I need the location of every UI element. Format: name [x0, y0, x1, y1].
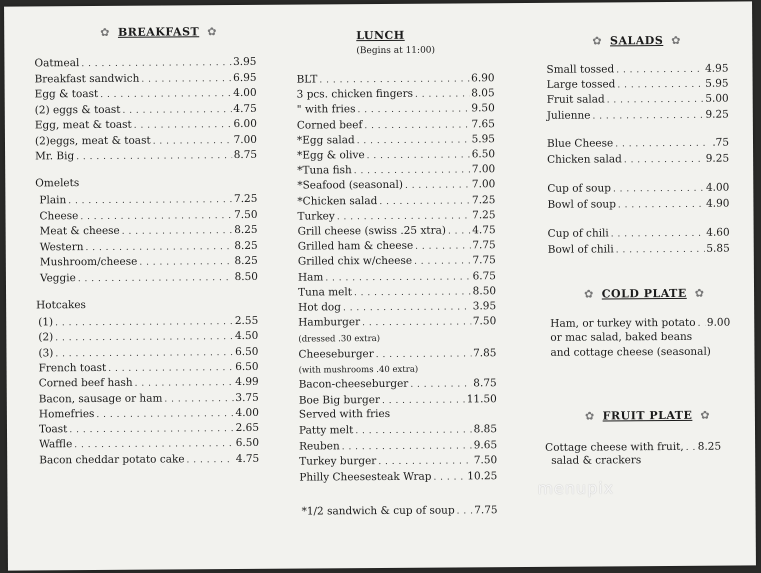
cold-plate-title-text: COLD PLATE	[601, 286, 687, 301]
item-price: 2.65	[235, 421, 260, 435]
leader-dots	[74, 436, 234, 452]
menu-item	[35, 117, 257, 134]
menu-item	[548, 226, 730, 242]
item-price: 4.00	[235, 406, 259, 419]
item-name: Meat & cheese	[39, 224, 120, 238]
item-name: Waffle	[39, 438, 73, 451]
item-name: Small tossed	[546, 63, 615, 76]
item-name: (2)eggs, meat & toast	[34, 134, 151, 147]
menu-item	[302, 503, 498, 519]
leader-dots	[433, 469, 465, 484]
item-name: Bowl of chili	[547, 242, 614, 256]
menu-item	[298, 284, 496, 300]
item-name: Cup of chili	[547, 227, 609, 240]
item-name: Ham, or turkey with potato	[550, 316, 696, 330]
item-price: 4.60	[706, 226, 730, 239]
leader-dots	[337, 208, 470, 224]
item-price: 8.25	[697, 440, 722, 453]
leader-dots	[378, 453, 472, 469]
item-name: Corned beef hash	[38, 376, 133, 390]
item-name: Turkey	[297, 210, 335, 223]
item-name: Chicken salad	[547, 152, 622, 166]
item-price: 5.00	[705, 92, 729, 106]
leader-dots	[410, 376, 471, 391]
breakfast-items	[34, 5, 258, 163]
menu-item	[547, 136, 729, 152]
leader-dots	[607, 92, 704, 108]
flower-icon: ✿	[584, 409, 595, 423]
leader-dots	[616, 241, 705, 257]
leader-dots	[355, 422, 471, 438]
item-name: *Egg & olive	[297, 149, 365, 162]
leader-dots	[69, 421, 233, 437]
item-price: 5.95	[471, 132, 496, 146]
item-name: Bacon-cheeseburger	[298, 377, 409, 391]
item-name: Breakfast sandwich	[34, 72, 140, 85]
item-name: " with fries	[296, 103, 356, 116]
leader-dots	[81, 55, 231, 71]
item-price: 3.95	[233, 55, 257, 69]
item-price: 9.00	[706, 316, 731, 329]
item-name: *Egg salad	[296, 133, 355, 147]
leader-dots	[325, 269, 470, 285]
item-price: 5.85	[706, 242, 730, 255]
flower-icon: ✿	[207, 25, 217, 39]
item-name: *1/2 sandwich & cup of soup	[301, 504, 455, 518]
salads-title	[584, 34, 689, 48]
leader-dots	[141, 71, 231, 87]
item-name: Bowl of soup	[547, 197, 616, 211]
item-name: (2) eggs & toast	[34, 103, 121, 116]
leader-dots	[357, 132, 470, 148]
item-price: 8.05	[471, 87, 495, 100]
lunch-column	[296, 3, 498, 518]
leader-dots	[405, 178, 470, 193]
menu-item	[298, 223, 496, 239]
item-price: 7.75	[472, 239, 496, 252]
item-price: 6.50	[471, 148, 496, 161]
breakfast-title-text: BREAKFAST	[117, 25, 200, 39]
item-price: 2.55	[234, 314, 259, 328]
menu-item	[298, 254, 496, 270]
item-price: 4.95	[705, 62, 729, 75]
item-price: 7.75	[472, 254, 496, 267]
item-name: Hamburger	[298, 316, 361, 329]
menu-item	[547, 77, 729, 93]
item-name: Western	[39, 240, 84, 253]
item-price: 7.85	[473, 347, 497, 360]
leader-dots	[122, 223, 233, 239]
item-price: 6.95	[233, 71, 257, 84]
leader-dots	[122, 102, 231, 118]
item-name: Patty melt	[298, 424, 354, 437]
item-price: 3.75	[235, 391, 259, 404]
menu-item	[297, 71, 495, 87]
flower-icon: ✿	[584, 287, 594, 301]
item-name: Large tossed	[546, 78, 616, 92]
leader-dots	[414, 254, 470, 269]
leader-dots	[139, 254, 232, 270]
leader-dots	[618, 196, 704, 212]
menu-item	[34, 55, 256, 72]
item-name: 3 pcs. chicken fingers	[296, 87, 414, 101]
item-name: French toast	[38, 361, 107, 375]
item-price: 7.50	[234, 208, 258, 221]
item-price: 7.00	[233, 133, 258, 146]
item-name: Egg & toast	[34, 87, 99, 101]
item-price: 4.75	[235, 452, 260, 465]
menu-item	[298, 238, 496, 254]
menu-item	[39, 207, 257, 224]
menu-item	[547, 92, 729, 108]
item-name: Cup of soup	[547, 182, 611, 195]
leader-dots	[78, 270, 233, 286]
menu-item	[298, 269, 496, 285]
item-name: Bacon cheddar potato cake	[39, 453, 185, 467]
flower-icon: ✿	[671, 33, 682, 47]
item-name: *Seafood (seasonal)	[297, 179, 403, 192]
item-price: 4.75	[233, 102, 257, 115]
cheeseburger-note: (with mushrooms .40 extra)	[298, 364, 419, 376]
item-price: 8.75	[233, 148, 258, 162]
item-price: 7.50	[472, 315, 497, 328]
menu-item	[35, 101, 257, 118]
menu-item	[299, 469, 497, 485]
item-name: Blue Cheese	[546, 137, 614, 150]
menu-item	[38, 329, 258, 346]
item-price: 4.00	[233, 86, 257, 100]
item-name: Ham	[297, 270, 324, 284]
menu-item	[39, 375, 259, 392]
item-price: 8.75	[473, 377, 497, 390]
menu-item	[40, 269, 258, 286]
menu-item	[35, 132, 257, 149]
menu-item	[297, 193, 495, 209]
menu-item	[39, 452, 259, 469]
item-name: (3)	[38, 346, 54, 359]
menu-item	[297, 208, 495, 224]
item-name: Cheese	[39, 209, 79, 222]
flower-icon: ✿	[100, 25, 110, 39]
leader-dots	[592, 107, 703, 123]
cold-plate-line2: or mac salad, baked beans	[550, 330, 693, 344]
cold-plate-title	[576, 287, 712, 301]
item-name: Hot dog	[298, 301, 342, 314]
salads-column	[534, 2, 734, 467]
leader-dots	[68, 192, 232, 208]
item-name: Turkey burger	[299, 455, 377, 468]
menu-item	[547, 196, 729, 212]
item-price: 7.50	[473, 454, 498, 467]
leader-dots	[153, 133, 232, 149]
fruit-plate-line2: salad & crackers	[551, 454, 642, 467]
flower-icon: ✿	[700, 408, 711, 422]
item-price: 9.25	[705, 108, 729, 121]
leader-dots	[186, 452, 233, 467]
item-price: 8.85	[473, 423, 498, 436]
item-price: 11.50	[466, 392, 497, 405]
item-name: *Chicken salad	[297, 194, 378, 208]
menu-item	[39, 360, 259, 377]
cold-plate-row	[550, 316, 730, 332]
menu-item	[547, 181, 729, 197]
item-price: 7.00	[471, 163, 496, 176]
item-price: 8.50	[234, 270, 258, 283]
menu-item	[299, 453, 497, 469]
item-name: Julienne	[546, 109, 591, 122]
menu-item	[40, 254, 258, 271]
item-name: Cottage cheese with fruit,	[545, 440, 684, 454]
item-name: Corned beef	[296, 118, 363, 132]
item-name: Grilled ham & cheese	[297, 239, 414, 253]
leader-dots	[686, 440, 696, 455]
lunch-subtitle: (Begins at 11:00)	[356, 45, 436, 57]
item-price: 6.50	[235, 360, 259, 373]
item-price: 3.95	[472, 300, 497, 313]
leader-dots	[457, 503, 473, 518]
breakfast-title	[92, 25, 225, 39]
item-name: Mushroom/cheese	[39, 255, 138, 269]
item-price: 6.75	[472, 269, 496, 282]
leader-dots	[617, 77, 703, 93]
item-name: Mr. Big	[35, 150, 75, 163]
menu-item	[298, 314, 496, 330]
item-name: Oatmeal	[34, 57, 80, 70]
item-name: Toast	[38, 423, 68, 436]
menu-item	[38, 344, 258, 361]
menu-item	[297, 132, 495, 148]
item-price: 8.25	[234, 223, 258, 237]
leader-dots	[357, 102, 469, 118]
menupix-watermark: menupix	[537, 478, 615, 498]
item-price: 9.50	[471, 102, 495, 115]
menu-item	[39, 406, 259, 423]
menu-item	[298, 299, 496, 315]
item-price: 4.99	[235, 376, 259, 389]
menu-item	[39, 390, 259, 407]
item-price: 8.25	[234, 239, 258, 252]
leader-dots	[319, 71, 469, 87]
item-name: Boe Big burger	[298, 393, 381, 407]
item-name: Reuben	[299, 439, 340, 453]
leader-dots	[55, 329, 233, 345]
menu-item	[35, 86, 257, 103]
leader-dots	[108, 360, 233, 376]
item-price: 7.25	[471, 193, 496, 206]
menu-item	[39, 436, 259, 453]
hotcakes-heading: Hotcakes	[36, 299, 86, 312]
leader-dots	[342, 438, 472, 454]
item-price: 8.50	[472, 284, 497, 298]
leader-dots	[611, 226, 705, 242]
leader-dots	[135, 375, 234, 391]
menu-item	[39, 421, 259, 438]
leader-dots	[134, 117, 232, 133]
item-name: Fruit salad	[546, 93, 605, 107]
item-price: 7.65	[471, 117, 495, 130]
menu-item	[297, 162, 495, 178]
item-name: Homefries	[38, 407, 95, 421]
item-price: 9.65	[473, 438, 498, 451]
leader-dots	[76, 148, 232, 164]
leader-dots	[364, 117, 469, 133]
leader-dots	[354, 284, 471, 300]
item-price: 6.00	[233, 117, 257, 131]
menu-item	[547, 107, 729, 123]
menu-item	[297, 178, 495, 194]
menu-item	[34, 70, 256, 87]
item-name: Cheeseburger	[298, 348, 374, 361]
item-name: Philly Cheesesteak Wrap	[299, 470, 432, 484]
item-price: 7.25	[472, 208, 496, 222]
fruit-plate-title	[577, 409, 718, 423]
omelets-heading: Omelets	[35, 177, 80, 190]
leader-dots	[100, 86, 231, 102]
item-name: (1)	[38, 316, 54, 329]
item-price: .75	[712, 136, 730, 149]
menu-item	[35, 148, 257, 165]
leader-dots	[382, 392, 465, 408]
menu-item	[38, 314, 258, 331]
item-price: 4.00	[705, 181, 730, 194]
menu-item	[299, 392, 497, 408]
leader-dots	[354, 163, 470, 179]
leader-dots	[698, 316, 705, 331]
item-name: Tuna melt	[298, 285, 352, 299]
flower-icon: ✿	[592, 34, 603, 48]
menu-item	[40, 223, 258, 240]
leader-dots	[379, 193, 470, 209]
item-price: 7.00	[471, 178, 496, 191]
item-price: 10.25	[467, 469, 498, 482]
item-price: 7.25	[233, 192, 258, 206]
menu-item	[299, 422, 497, 438]
lunch-title: LUNCH	[356, 28, 405, 43]
menu-item	[547, 151, 729, 167]
item-name: *Tuna fish	[297, 164, 352, 177]
item-name: BLT	[296, 73, 318, 86]
leader-dots	[415, 87, 469, 102]
flower-icon: ✿	[694, 286, 705, 300]
fruit-plate-title-text: FRUIT PLATE	[602, 408, 693, 423]
item-name: Veggie	[39, 271, 76, 284]
item-price: 4.90	[705, 197, 730, 210]
leader-dots	[96, 406, 233, 422]
item-price: 4.50	[234, 330, 259, 343]
menu-item	[39, 192, 257, 209]
leader-dots	[343, 299, 471, 315]
leader-dots	[615, 136, 710, 152]
menu-item	[40, 238, 258, 255]
item-name: Grilled chix w/cheese	[297, 255, 413, 268]
item-price: 8.25	[234, 254, 258, 268]
menu-item	[297, 102, 495, 118]
leader-dots	[415, 239, 470, 254]
served-with-fries: Served with fries	[298, 407, 391, 421]
menu-item	[297, 117, 495, 133]
item-name: Bacon, sausage or ham	[38, 392, 163, 405]
menu-item	[298, 346, 496, 362]
leader-dots	[362, 315, 471, 331]
leader-dots	[616, 62, 703, 78]
cold-plate-line3: and cottage cheese (seasonal)	[550, 345, 711, 359]
leader-dots	[624, 151, 704, 167]
leader-dots	[55, 345, 233, 361]
leader-dots	[55, 314, 233, 330]
item-price: 6.50	[235, 437, 260, 450]
leader-dots	[367, 147, 470, 163]
menu-item	[299, 438, 497, 454]
item-price: 6.50	[235, 345, 259, 358]
item-name: Egg, meat & toast	[34, 118, 132, 132]
menu-item	[546, 62, 728, 78]
leader-dots	[448, 223, 470, 238]
leader-dots	[613, 181, 704, 197]
item-price: 9.25	[705, 152, 730, 165]
leader-dots	[164, 391, 233, 406]
hamburger-note: (dressed .30 extra)	[298, 334, 381, 345]
menu-item	[297, 86, 495, 102]
breakfast-column	[34, 5, 260, 467]
item-name: Grill cheese (swiss .25 xtra)	[297, 224, 446, 238]
menu-item	[548, 241, 730, 257]
item-price: 5.95	[705, 77, 729, 90]
menu-item	[299, 376, 497, 392]
item-price: 7.75	[474, 504, 498, 517]
item-name: (2)	[38, 331, 54, 344]
item-price: 4.75	[472, 224, 496, 237]
salads-title-text: SALADS	[609, 34, 664, 48]
leader-dots	[85, 239, 232, 255]
leader-dots	[80, 208, 232, 224]
leader-dots	[376, 346, 471, 362]
menu-sheet	[4, 1, 756, 570]
menu-item	[297, 147, 495, 163]
item-name: Plain	[39, 194, 67, 207]
item-price: 6.90	[471, 72, 495, 85]
